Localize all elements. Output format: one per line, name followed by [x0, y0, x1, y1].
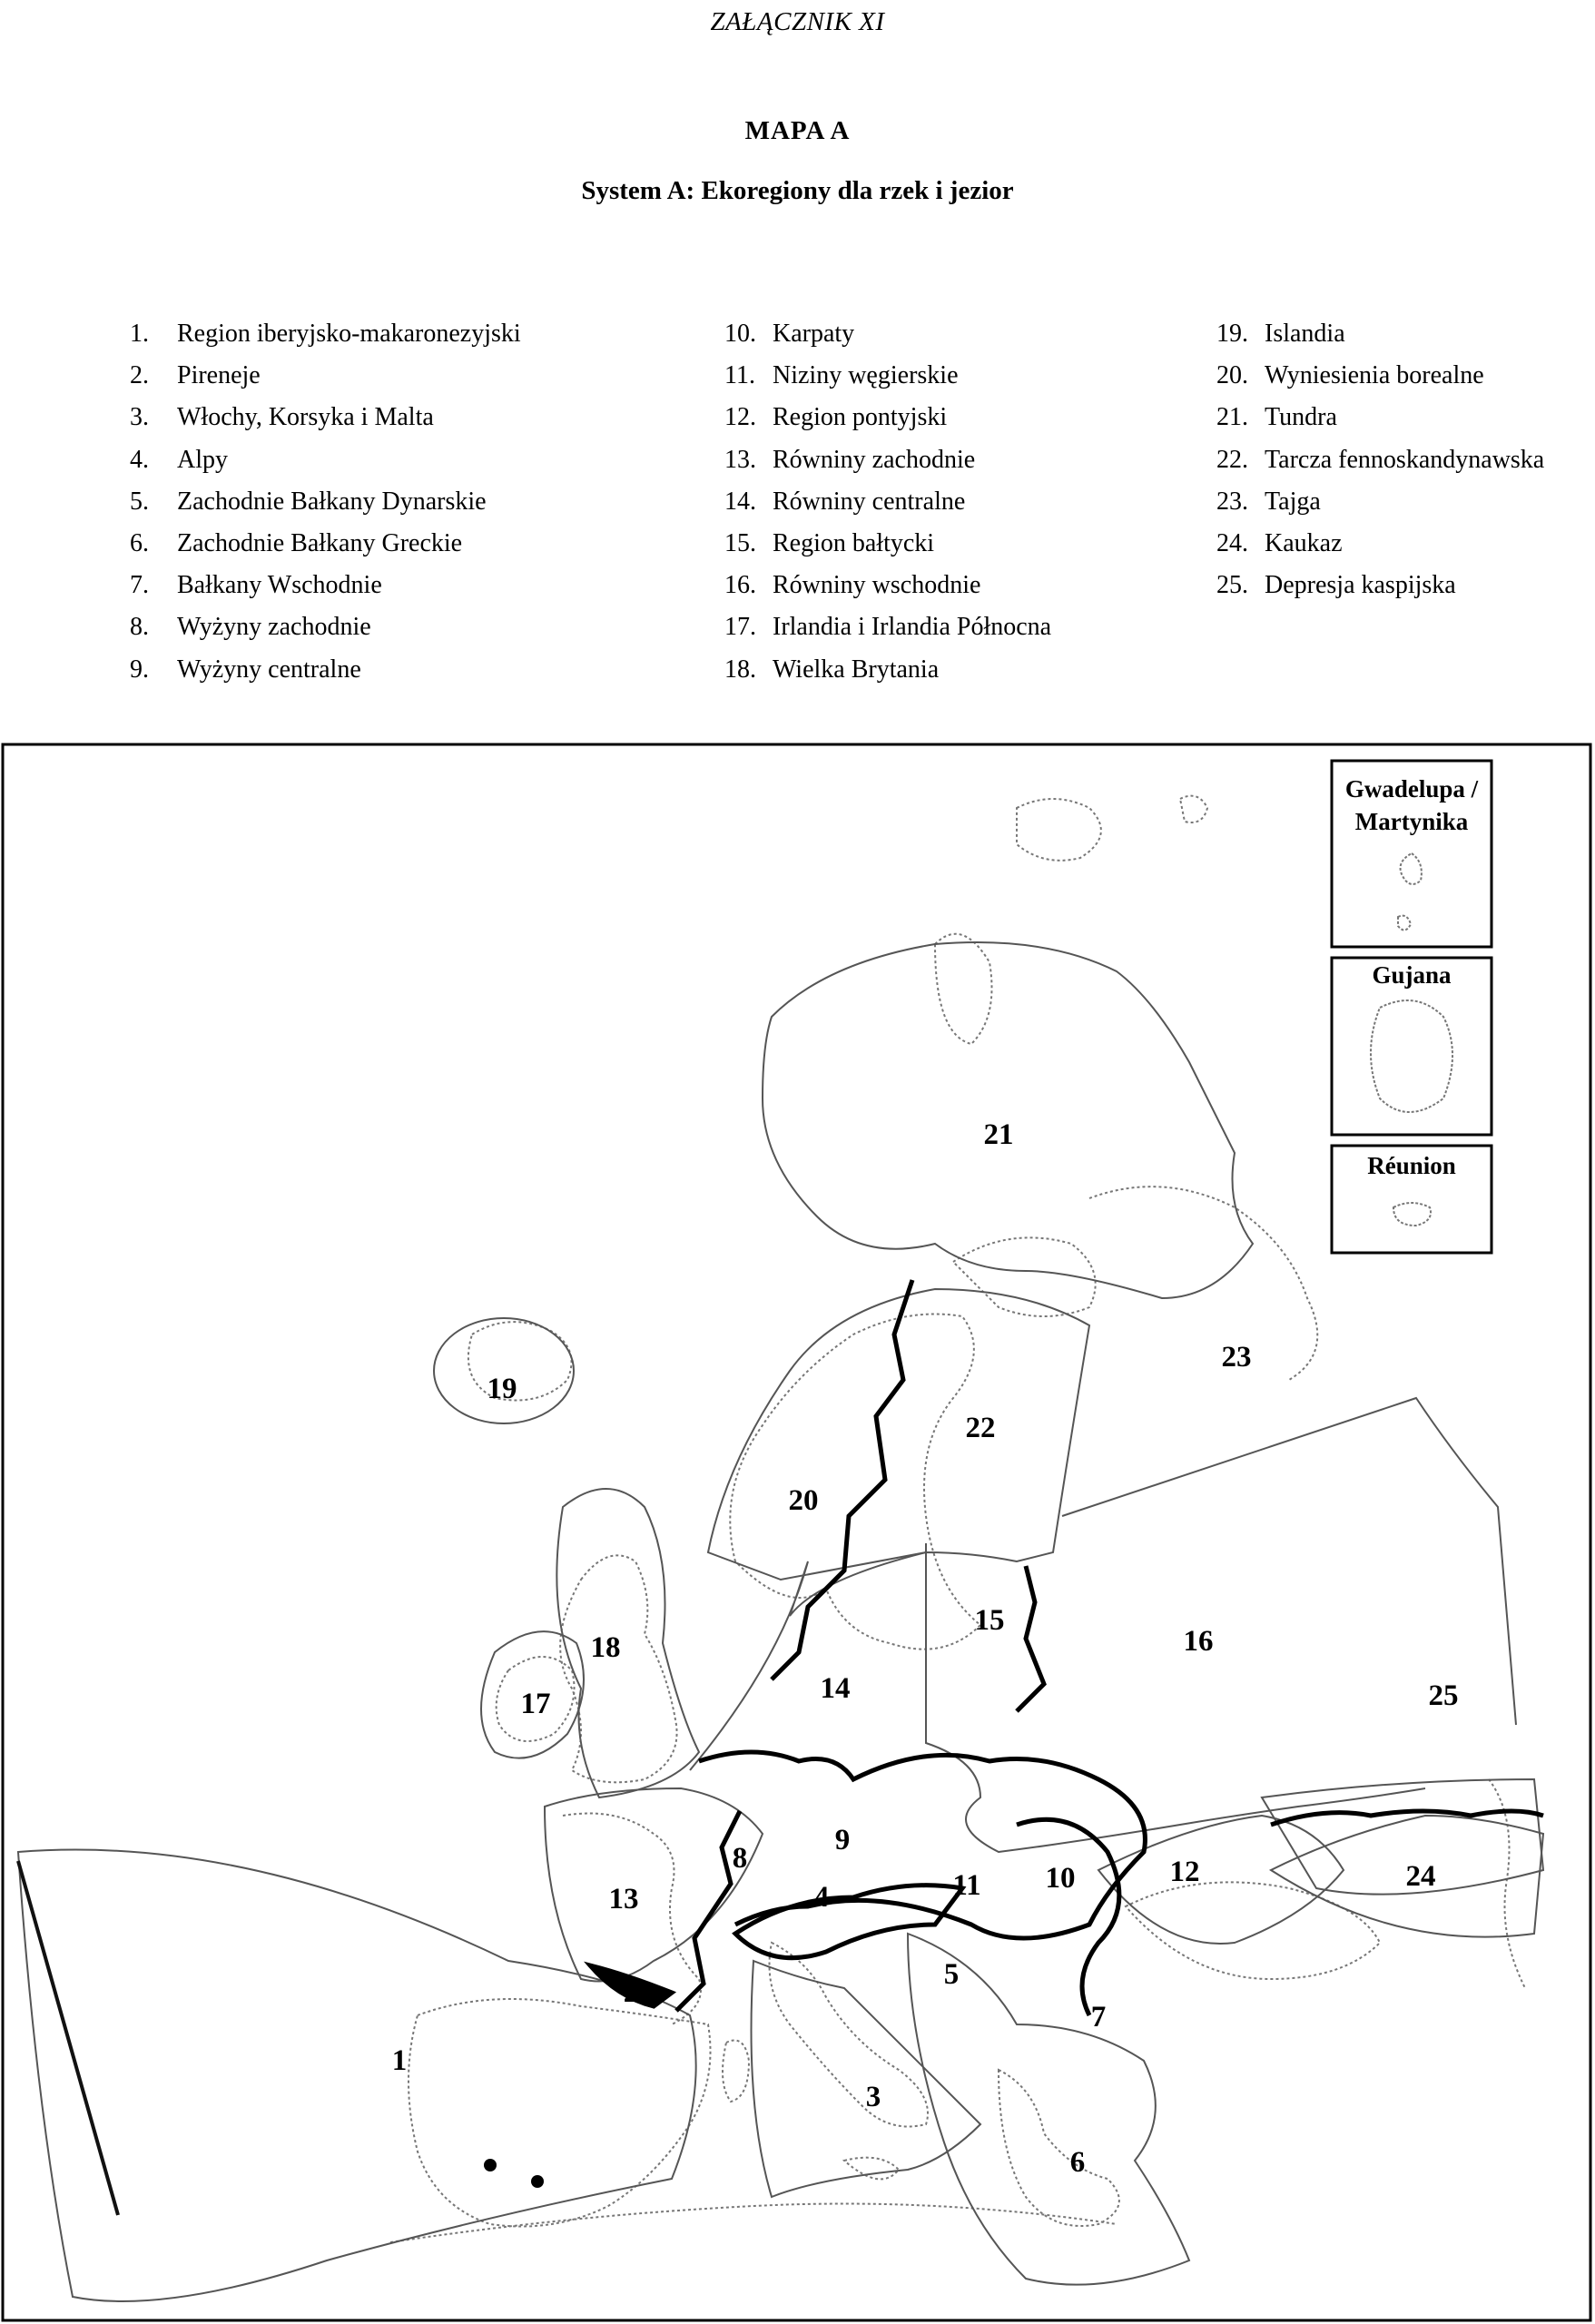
legend-name: Niziny węgierskie — [773, 361, 959, 390]
region-label-23: 23 — [1221, 1341, 1252, 1374]
region-label-11: 11 — [952, 1869, 981, 1902]
legend-name: Bałkany Wschodnie — [177, 571, 382, 600]
legend-name: Równiny wschodnie — [773, 571, 981, 600]
legend-item — [1216, 439, 1544, 481]
legend-item — [724, 313, 1051, 355]
legend-name: Tajga — [1265, 487, 1321, 516]
legend-name: Zachodnie Bałkany Greckie — [177, 528, 463, 557]
inset-guadeloupe-label-2: Martynika — [1354, 808, 1469, 835]
map-title: MAPA A — [744, 116, 851, 145]
inset-guadeloupe — [1332, 761, 1492, 947]
legend-name: Tarcza fennoskandynawska — [1265, 445, 1545, 474]
legend-item — [130, 523, 521, 565]
legend-item — [724, 481, 1051, 523]
region-label-15: 15 — [974, 1604, 1005, 1637]
legend-number: 14. — [724, 487, 756, 516]
region-label-21: 21 — [983, 1118, 1014, 1151]
region-label-3: 3 — [865, 2081, 881, 2113]
legend-number: 25. — [1216, 571, 1248, 600]
region-label-4: 4 — [813, 1881, 830, 1914]
legend-item — [724, 523, 1051, 565]
legend-item — [724, 439, 1051, 481]
legend-item — [1216, 565, 1544, 606]
legend-number: 5. — [130, 487, 149, 516]
inset-reunion-label: Réunion — [1367, 1152, 1456, 1179]
legend-name: Islandia — [1265, 320, 1345, 348]
legend-number: 20. — [1216, 361, 1248, 390]
region-label-18: 18 — [590, 1631, 621, 1664]
region-label-1: 1 — [391, 2044, 408, 2077]
legend-item — [724, 606, 1051, 648]
legend-item — [1216, 313, 1544, 355]
legend-number: 15. — [724, 528, 756, 557]
region-label-17: 17 — [520, 1688, 551, 1720]
legend-name: Region bałtycki — [773, 528, 935, 557]
legend-name: Włochy, Korsyka i Malta — [177, 403, 434, 432]
legend-number: 11. — [724, 361, 755, 390]
legend-item — [130, 439, 521, 481]
legend-number: 22. — [1216, 445, 1248, 474]
legend-name: Alpy — [177, 445, 228, 474]
region-label-2: 2 — [623, 1976, 639, 2009]
legend-item — [724, 649, 1051, 691]
legend-column-2 — [724, 313, 1051, 691]
inset-guiana-label: Gujana — [1372, 961, 1452, 989]
legend-item — [130, 649, 521, 691]
legend-number: 1. — [130, 320, 149, 348]
legend-number: 17. — [724, 613, 756, 642]
region-label-5: 5 — [943, 1958, 960, 1991]
legend-item — [724, 565, 1051, 606]
region-label-13: 13 — [608, 1883, 639, 1915]
legend-item — [130, 565, 521, 606]
legend-name: Region iberyjsko-makaronezyjski — [177, 320, 521, 348]
legend-column-3 — [1216, 313, 1544, 606]
legend-name: Pireneje — [177, 361, 261, 390]
region-label-7: 7 — [1090, 2001, 1107, 2034]
legend-column-1 — [130, 313, 521, 691]
legend-name: Depresja kaspijska — [1265, 571, 1456, 600]
legend-number: 13. — [724, 445, 756, 474]
legend-item — [724, 397, 1051, 438]
map-subtitle: System A: Ekoregiony dla rzek i jezior — [581, 176, 1014, 205]
legend-number: 6. — [130, 528, 149, 557]
legend-number: 18. — [724, 655, 756, 684]
region-label-19: 19 — [487, 1373, 517, 1405]
ecoregion-map — [0, 743, 1595, 2324]
legend-item — [1216, 397, 1544, 438]
legend-name: Wyżyny zachodnie — [177, 613, 371, 642]
legend-item — [724, 355, 1051, 397]
legend-name: Kaukaz — [1265, 528, 1343, 557]
region-label-22: 22 — [965, 1412, 996, 1444]
legend-number: 10. — [724, 320, 756, 348]
legend-item — [1216, 355, 1544, 397]
inset-reunion — [1332, 1146, 1492, 1253]
legend-item — [130, 606, 521, 648]
inset-guadeloupe-label-1: Gwadelupa / — [1344, 775, 1479, 803]
legend-name: Region pontyjski — [773, 403, 948, 432]
legend-item — [1216, 481, 1544, 523]
legend-item — [130, 313, 521, 355]
legend-number: 23. — [1216, 487, 1248, 516]
region-label-14: 14 — [820, 1672, 851, 1705]
region-label-20: 20 — [788, 1484, 819, 1517]
region-label-10: 10 — [1045, 1862, 1076, 1895]
legend-number: 19. — [1216, 320, 1248, 348]
legend-name: Wyżyny centralne — [177, 655, 361, 684]
legend-number: 21. — [1216, 403, 1248, 432]
legend-name: Irlandia i Irlandia Północna — [773, 613, 1052, 642]
legend-number: 3. — [130, 403, 149, 432]
region-label-25: 25 — [1428, 1679, 1459, 1712]
region-label-9: 9 — [834, 1824, 851, 1856]
legend-number: 4. — [130, 445, 149, 474]
legend-item — [1216, 523, 1544, 565]
map-marker — [531, 2175, 544, 2188]
region-label-16: 16 — [1183, 1625, 1214, 1658]
region-label-24: 24 — [1405, 1860, 1436, 1893]
legend-name: Tundra — [1265, 403, 1337, 432]
legend-number: 9. — [130, 655, 149, 684]
region-label-8: 8 — [732, 1842, 748, 1875]
legend-number: 8. — [130, 613, 149, 642]
region-label-12: 12 — [1169, 1856, 1200, 1888]
map-marker — [484, 2159, 497, 2171]
legend-item — [130, 397, 521, 438]
legend-number: 16. — [724, 571, 756, 600]
legend-number: 24. — [1216, 528, 1248, 557]
legend-number: 12. — [724, 403, 756, 432]
legend-number: 2. — [130, 361, 149, 390]
region-label-6: 6 — [1069, 2146, 1086, 2179]
legend-number: 7. — [130, 571, 149, 600]
legend-name: Karpaty — [773, 320, 855, 348]
annex-heading: ZAŁĄCZNIK XI — [710, 7, 885, 36]
legend-item — [130, 481, 521, 523]
legend-item — [130, 355, 521, 397]
legend-name: Zachodnie Bałkany Dynarskie — [177, 487, 487, 516]
legend-name: Równiny centralne — [773, 487, 966, 516]
legend-name: Wyniesienia borealne — [1265, 361, 1484, 390]
legend-name: Wielka Brytania — [773, 655, 940, 684]
legend-name: Równiny zachodnie — [773, 445, 976, 474]
inset-guiana — [1332, 958, 1492, 1135]
